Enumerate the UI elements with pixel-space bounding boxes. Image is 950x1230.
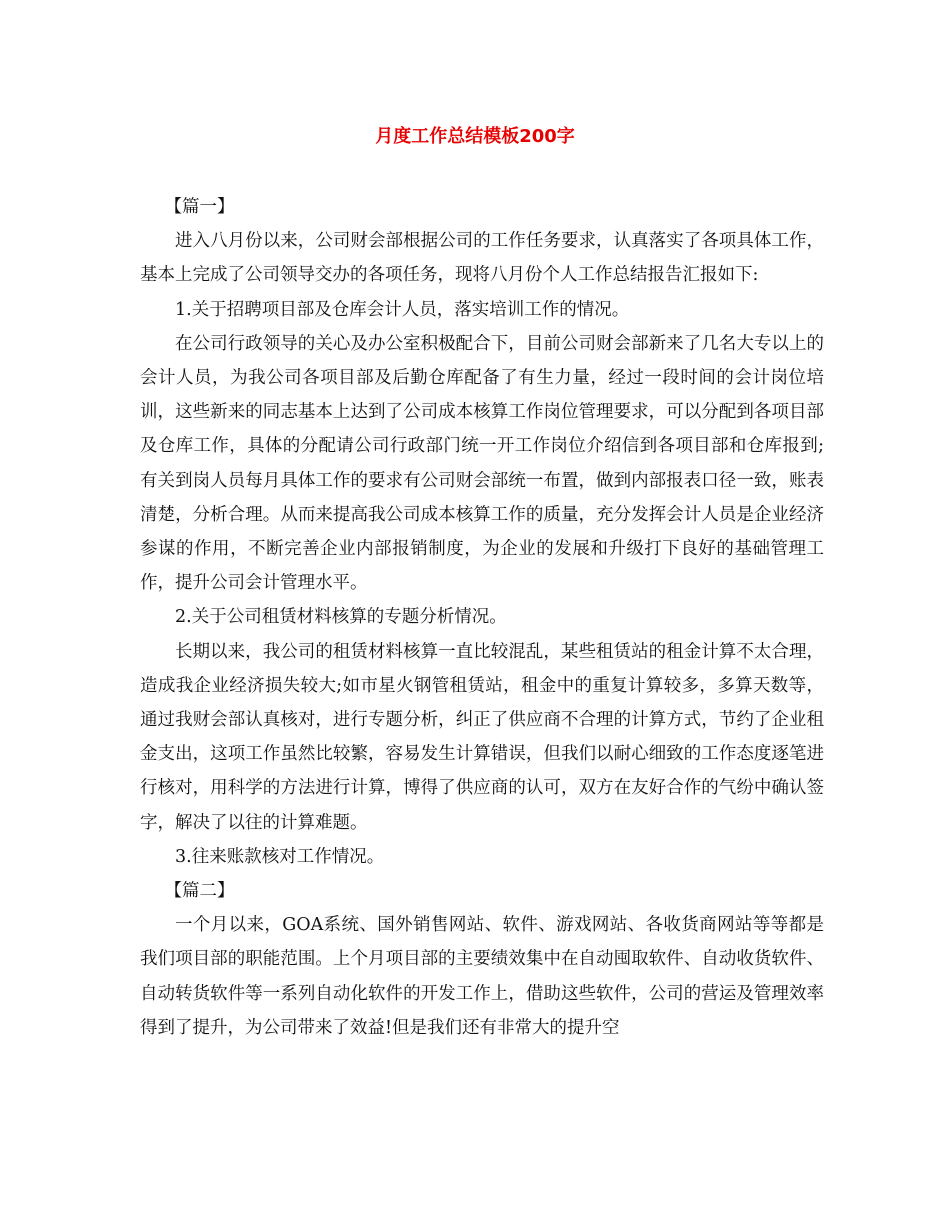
paragraph-item-3: 3.往来账款核对工作情况。 bbox=[175, 846, 385, 867]
section-heading-1: 【篇一】 bbox=[164, 197, 235, 217]
paragraph-intro: 进入八月份以来，公司财会部根据公司的工作任务要求，认真落实了各项具体工作，基本上完成了公司领导交办的各项任务，现将八月份个人工作总结报告汇报如下: bbox=[140, 231, 824, 286]
paragraph-item-1: 1.关于招聘项目部及仓库会计人员，落实培训工作的情况。 bbox=[175, 299, 630, 320]
paragraph-project-dept: 一个月以来，GOA系统、国外销售网站、软件、游戏网站、各收货商网站等等都是我们项目部的职能范围。上个月项目部的主要绩效集中在自动囤取软件、自动收货软件、自动转货软件等一系列自动化软件的开发工作上，借助这些软件，公司的营运及管理效率得到了提升，为公司带来了效益!但是我们还有非常大的提升空 bbox=[140, 915, 824, 1038]
paragraph-leasing-analysis: 长期以来，我公司的租赁材料核算一直比较混乱，某些租赁站的租金计算不太合理，造成我企业经济损失较大;如市星火钢管租赁站，租金中的重复计算较多，多算天数等，通过我财会部认真核对，进行专题分析，纠正了供应商不合理的计算方式，节约了企业租金支出，这项工作虽然比较繁，容易发生计算错误，但我们以耐心细致的工作态度逐笔进行核对，用科学的方法进行计算，博得了供应商的认可，双方在友好合作的气纷中确认签字，解决了以往的计算难题。 bbox=[140, 641, 824, 833]
paragraph-recruit-training: 在公司行政领导的关心及办公室积极配合下，目前公司财会部新来了几名大专以上的会计人员，为我公司各项目部及后勤仓库配备了有生力量，经过一段时间的会计岗位培训，这些新来的同志基本上达到了公司成本核算工作岗位管理要求，可以分配到各项目部及仓库工作，具体的分配请公司行政部门统一开工作岗位介绍信到各项目部和仓库报到;有关到岗人员每月具体工作的要求有公司财会部统一布置，做到内部报表口径一致，账表清楚，分析合理。从而来提高我公司成本核算工作的质量，充分发挥会计人员是企业经济参谋的作用，不断完善企业内部报销制度，为企业的发展和升级打下良好的基础管理工作，提升公司会计管理水平。 bbox=[140, 333, 824, 594]
paragraph-item-2: 2.关于公司租赁材料核算的专题分析情况。 bbox=[175, 607, 507, 628]
section-heading-2: 【篇二】 bbox=[164, 881, 235, 902]
document-title: 月度工作总结模板200字 bbox=[375, 126, 575, 147]
document-body bbox=[140, 190, 824, 1045]
